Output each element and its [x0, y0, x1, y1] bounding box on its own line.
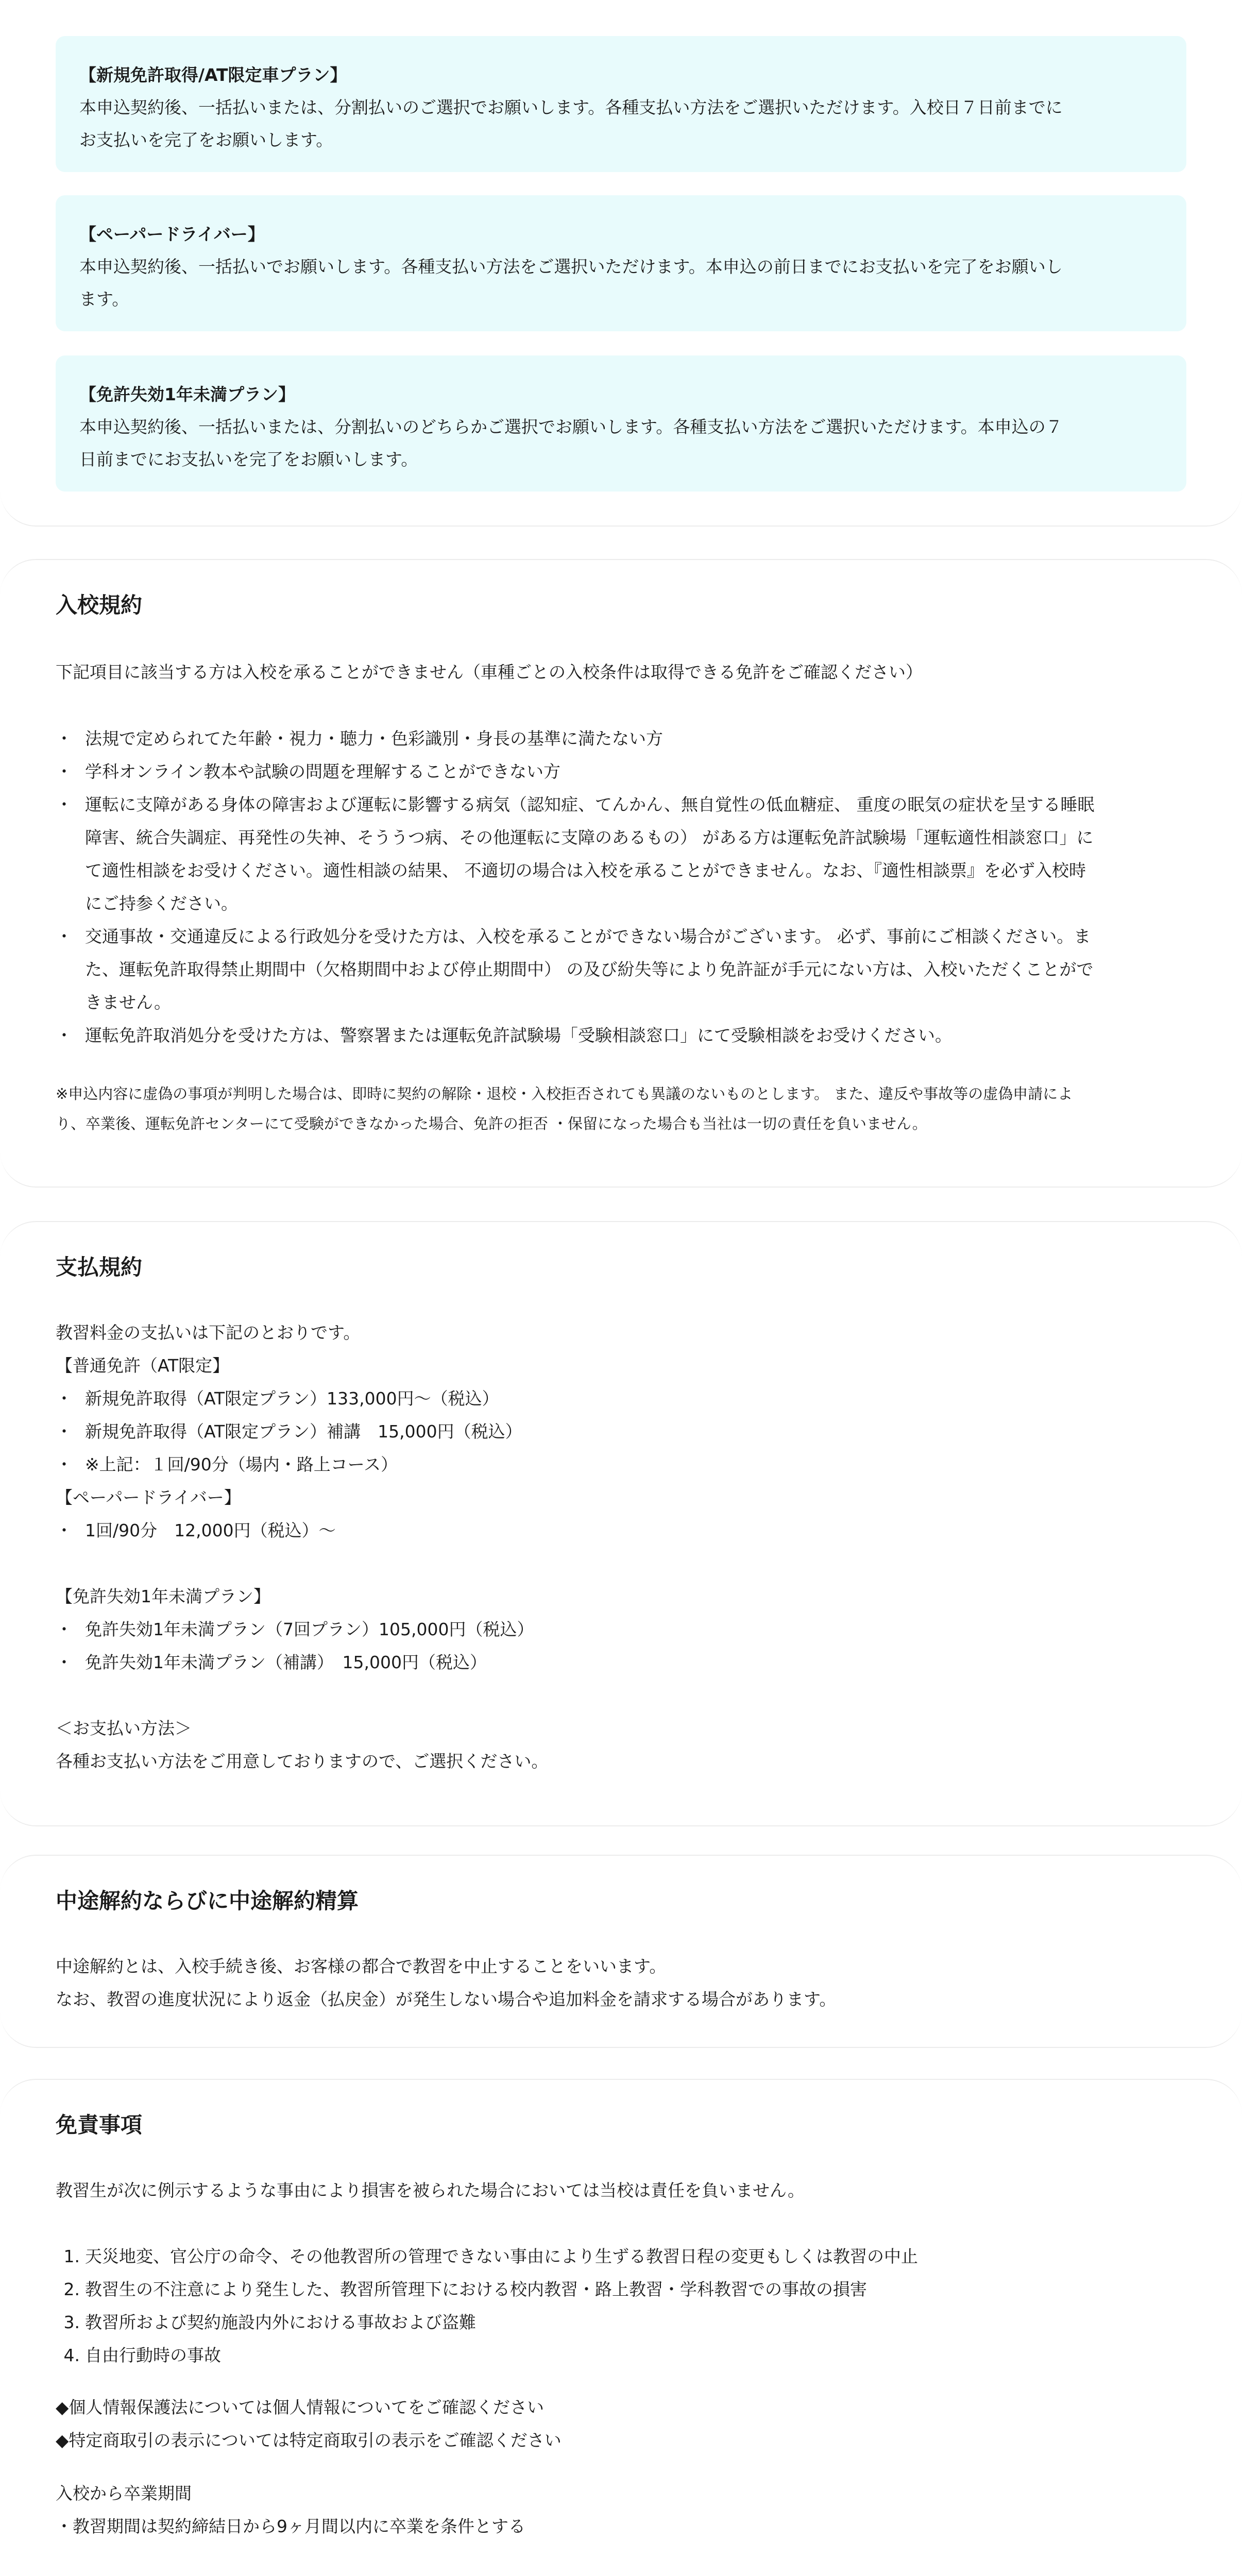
payment-line: 【免許失効1年未満プラン】 [56, 1586, 270, 1606]
section-heading: 免責事項 [56, 2112, 143, 2138]
list-item [56, 2306, 476, 2339]
privacy-policy-link[interactable]: ◆個人情報保護法については個人情報についてをご確認ください [56, 2397, 545, 2417]
list-item-text: て適性相談をお受けください。適性相談の結果、 不適切の場合は入校を承ることができません。なお、『適性相談票』を必ず入校時 [85, 860, 1086, 880]
notice-title: 【ペーパードライバー】 [79, 224, 265, 244]
disclaimer-intro: 教習生が次に例示するような事由により損害を被られた場合においては当校は責任を負いません。 [56, 2180, 805, 2200]
notice-line: 本申込契約後、一括払いまたは、分割払いのご選択でお願いします。各種支払い方法をご選択いただけます。入校日７日前までに [79, 97, 1063, 117]
payment-line: 【普通免許（AT限定】 [56, 1355, 230, 1376]
payment-list-item: ・ 新規免許取得（AT限定プラン）133,000円～（税込） [56, 1382, 1184, 1415]
payment-section [0, 1221, 1242, 1826]
list-item-text: 交通事故・交通違反による行政処分を受けた方は、入校を承ることができない場合がございます。 必ず、事前にご相談ください。ま [85, 926, 1091, 946]
cancellation-line: なお、教習の進度状況により返金（払戻金）が発生しない場合や追加料金を請求する場合があります。 [56, 1989, 837, 2009]
payment-line: 【ペーパードライバー】 [56, 1487, 241, 1507]
payment-list-item: ・ 新規免許取得（AT限定プラン）補講 15,000円（税込） [56, 1415, 1184, 1448]
notice-line: 本申込契約後、一括払いでお願いします。各種支払い方法をご選択いただけます。本申込の前日までにお支払いを完了をお願いし [79, 257, 1063, 277]
period-title: 入校から卒業期間 [56, 2483, 192, 2503]
notice-paper-driver [56, 195, 1186, 331]
list-item-text: 教習生の不注意により発生した、教習所管理下における校内教習・路上教習・学科教習での事故の損害 [85, 2279, 867, 2299]
section-heading: 中途解約ならびに中途解約精算 [56, 1888, 359, 1913]
list-item-text: 運転免許取消処分を受けた方は、警察署または運転免許試験場「受験相談窓口」にて受験相談をお受けください。 [85, 1025, 952, 1045]
commercial-transactions-link[interactable]: ◆特定商取引の表示については特定商取引の表示をご確認ください [56, 2430, 562, 2450]
list-item [56, 2339, 221, 2372]
payment-list-item: ・ 免許失効1年未満プラン（7回プラン）105,000円（税込） [56, 1613, 1184, 1646]
list-item-text: 運転に支障がある身体の障害および運転に影響する病気（認知症、てんかん、無自覚性の低血糖症、 重度の眠気の症状を呈する睡眠 [85, 794, 1095, 815]
cancellation-line: 中途解約とは、入校手続き後、お客様の都合で教習を中止することをいいます。 [56, 1956, 667, 1976]
list-item-text: 学科オンライン教本や試験の問題を理解することができない方 [85, 761, 561, 782]
list-item [56, 722, 1184, 755]
list-item-number: 3. [63, 2312, 80, 2332]
list-item-text: 法規で定められてた年齢・視力・聴力・色彩識別・身長の基準に満たない方 [85, 728, 663, 749]
list-item-number: 1. [63, 2246, 80, 2266]
cancellation-section [0, 1855, 1242, 2048]
disclaimer-section [0, 2079, 1242, 2576]
payment-line: 各種お支払い方法をご用意しておりますので、ご選択ください。 [56, 1751, 549, 1771]
admission-section [0, 559, 1242, 1188]
notice-title: 【免許失効1年未満プラン】 [79, 384, 295, 404]
list-item-number: 2. [63, 2279, 80, 2299]
list-item-text: きません。 [85, 992, 171, 1012]
list-item [56, 2273, 867, 2306]
list-item-text: 天災地変、官公庁の命令、その他教習所の管理できない事由により生ずる教習日程の変更もしくは教習の中止 [85, 2246, 918, 2266]
notice-title: 【新規免許取得/AT限定車プラン】 [79, 65, 347, 85]
payment-line: 教習料金の支払いは下記のとおりです。 [56, 1323, 361, 1343]
list-item [56, 1019, 1184, 1052]
list-item [56, 920, 1184, 1019]
notice-line: 日前までにお支払いを完了をお願いします。 [79, 449, 418, 469]
list-item [56, 788, 1184, 920]
notice-new-license [56, 36, 1186, 172]
list-item-number: 4. [63, 2345, 80, 2365]
section-heading: 支払規約 [56, 1255, 143, 1280]
payment-list-item: ・ ※上記：１回/90分（場内・路上コース） [56, 1448, 1184, 1481]
payment-line: ＜お支払い方法＞ [56, 1718, 192, 1738]
list-item-text: にご持参ください。 [85, 893, 238, 913]
list-item-text: 教習所および契約施設内外における事故および盗難 [85, 2312, 476, 2332]
payment-list-item: ・ 1回/90分 12,000円（税込）～ [56, 1514, 1184, 1547]
notice-expired-license [56, 355, 1186, 492]
payment-notices [0, 0, 1242, 527]
admission-intro: 下記項目に該当する方は入校を承ることができません（車種ごとの入校条件は取得できる免許をご確認ください） [56, 662, 923, 682]
list-item-text: 自由行動時の事故 [85, 2345, 221, 2365]
note-line: り、卒業後、運転免許センターにて受験ができなかった場合、免許の拒否 ・保留になった場合も当社は一切の責任を負いません。 [56, 1115, 927, 1132]
note-line: ※申込内容に虚偽の事項が判明した場合は、即時に契約の解除・退校・入校拒否されても異議のないものとします。 また、違反や事故等の虚偽申請によ [56, 1085, 1073, 1103]
payment-list-item: ・ 免許失効1年未満プラン（補講） 15,000円（税込） [56, 1646, 1184, 1679]
period-text: ・教習期間は契約締結日から9ヶ月間以内に卒業を条件とする [56, 2516, 525, 2536]
list-item-text: 障害、統合失調症、再発性の失神、そううつ病、その他運転に支障のあるもの） がある方は運転免許試験場「運転適性相談窓口」に [85, 827, 1094, 848]
admission-note [56, 1079, 1184, 1139]
section-heading: 入校規約 [56, 592, 143, 618]
list-item [56, 755, 1184, 788]
list-item [56, 2240, 918, 2273]
notice-line: お支払いを完了をお願いします。 [79, 130, 333, 150]
notice-line: 本申込契約後、一括払いまたは、分割払いのどちらかご選択でお願いします。各種支払い方法をご選択いただけます。本申込の７ [79, 417, 1063, 437]
list-item-text: た、運転免許取得禁止期間中（欠格期間中および停止期間中） の及び紛失等により免許証が手元にない方は、入校いただくことがで [85, 959, 1094, 979]
notice-line: ます。 [79, 289, 129, 309]
